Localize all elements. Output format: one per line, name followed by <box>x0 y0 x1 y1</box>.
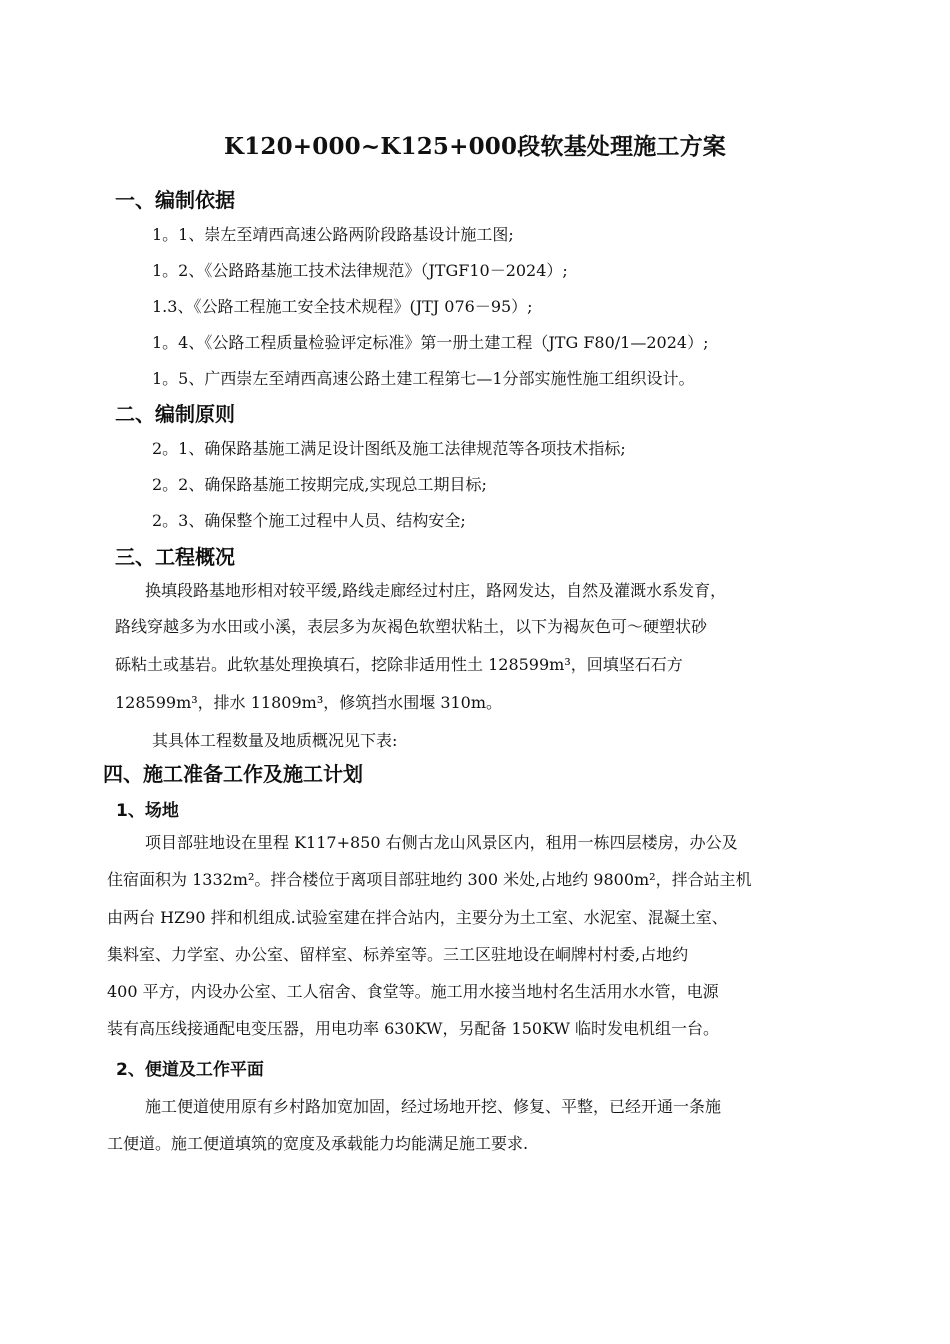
overview-line-5: 其具体工程数量及地质概况见下表: <box>152 731 398 750</box>
site-line-1: 项目部驻地设在里程 K117+850 右侧古龙山风景区内，租用一栋四层楼房，办公及 <box>145 833 738 852</box>
section-heading-basis: 一、编制依据 <box>115 188 235 212</box>
subsection-heading-road: 2、便道及工作平面 <box>116 1060 264 1080</box>
section-heading-overview: 三、工程概况 <box>115 545 235 569</box>
site-line-5: 400 平方，内设办公室、工人宿舍、食堂等。施工用水接当地村名生活用水水管，电源 <box>107 982 719 1001</box>
site-line-6: 装有高压线接通配电变压器，用电功率 630KW，另配备 150KW 临时发电机组一台。 <box>107 1019 719 1038</box>
overview-line-1: 换填段路基地形相对较平缓,路线走廊经过村庄，路网发达，自然及灌溉水系发育， <box>145 581 727 600</box>
document-title: K120+000~K125+000段软基处理施工方案 <box>223 133 727 160</box>
site-line-2: 住宿面积为 1332m²。拌合楼位于离项目部驻地约 300 米处,占地约 9800m²，拌合站主机 <box>107 870 752 889</box>
overview-line-2: 路线穿越多为水田或小溪，表层多为灰褐色软塑状粘土，以下为褐灰色可～硬塑状砂 <box>115 617 708 636</box>
overview-line-4: 128599m³，排水 11809m³，修筑挡水围堰 310m。 <box>115 693 503 712</box>
section-heading-prep: 四、施工准备工作及施工计划 <box>103 762 363 786</box>
road-line-1: 施工便道使用原有乡村路加宽加固，经过场地开挖、修复、平整，已经开通一条施 <box>145 1097 722 1116</box>
overview-line-3: 砾粘土或基岩。此软基处理换填石，挖除非适用性土 128599m³，回填坚石石方 <box>115 655 683 674</box>
principles-item-3: 2。3、确保整个施工过程中人员、结构安全; <box>152 511 466 530</box>
principles-item-1: 2。1、确保路基施工满足设计图纸及施工法律规范等各项技术指标; <box>152 439 626 458</box>
basis-item-3: 1.3、《公路工程施工安全技术规程》(JTJ 076－95）; <box>152 297 533 316</box>
principles-item-2: 2。2、确保路基施工按期完成,实现总工期目标; <box>152 475 487 494</box>
basis-item-5: 1。5、广西崇左至靖西高速公路土建工程第七—1分部实施性施工组织设计。 <box>152 369 695 388</box>
basis-item-2: 1。2、《公路路基施工技术法律规范》（JTGF10－2024）; <box>152 261 568 280</box>
road-line-2: 工便道。施工便道填筑的宽度及承载能力均能满足施工要求. <box>107 1134 529 1153</box>
subsection-heading-site: 1、场地 <box>116 801 179 821</box>
basis-item-1: 1。1、崇左至靖西高速公路两阶段路基设计施工图; <box>152 225 514 244</box>
site-line-3: 由两台 HZ90 拌和机组成.试验室建在拌合站内，主要分为土工室、水泥室、混凝土室、 <box>107 908 728 927</box>
basis-item-4: 1。4、《公路工程质量检验评定标准》第一册土建工程（JTG F80/1—2024）; <box>152 333 709 352</box>
section-heading-principles: 二、编制原则 <box>115 402 235 426</box>
site-line-4: 集料室、力学室、办公室、留样室、标养室等。三工区驻地设在峒牌村村委,占地约 <box>107 945 689 964</box>
